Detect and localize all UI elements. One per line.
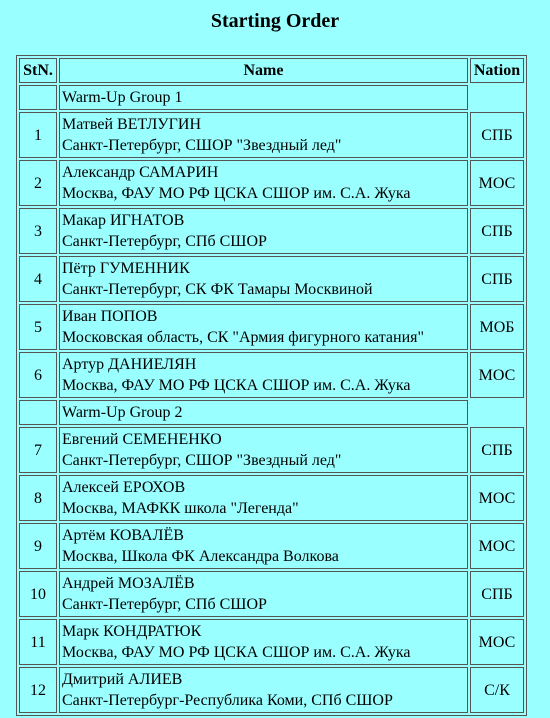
group-empty-cell [19, 85, 57, 110]
table-row [19, 352, 524, 398]
warmup-group-row [19, 85, 524, 110]
athlete-name: Матвей ВЕТЛУГИН [62, 116, 201, 133]
athlete-nation: СПБ [470, 112, 524, 158]
page-title: Starting Order [210, 10, 340, 32]
athlete-club: Московская область, СК "Армия фигурного катания" [62, 329, 425, 346]
athlete-club: Санкт-Петербург, СПб СШОР [62, 233, 267, 250]
athlete-cell [59, 667, 468, 713]
athlete-name: Макар ИГНАТОВ [62, 212, 185, 229]
athlete-cell [59, 475, 468, 521]
warmup-group-label: Warm-Up Group 2 [59, 400, 468, 425]
start-number: 7 [19, 427, 57, 473]
athlete-club: Санкт-Петербург, СШОР "Звездный лед" [62, 137, 342, 154]
athlete-name: Александр САМАРИН [62, 164, 219, 181]
athlete-cell [59, 304, 468, 350]
header-name: Name [59, 58, 468, 83]
athlete-club: Москва, ФАУ МО РФ ЦСКА СШОР им. С.А. Жука [62, 644, 411, 661]
athlete-nation: МОС [470, 523, 524, 569]
athlete-name: Артём КОВАЛЁВ [62, 527, 184, 544]
warmup-group-label: Warm-Up Group 1 [59, 85, 468, 110]
athlete-name: Евгений СЕМЕНЕНКО [62, 431, 222, 448]
start-number: 4 [19, 256, 57, 302]
header-stn: StN. [19, 58, 57, 83]
table-row [19, 427, 524, 473]
athlete-nation: СПБ [470, 256, 524, 302]
athlete-club: Москва, ФАУ МО РФ ЦСКА СШОР им. С.А. Жука [62, 185, 411, 202]
athlete-club: Санкт-Петербург, СШОР "Звездный лед" [62, 452, 342, 469]
start-number: 2 [19, 160, 57, 206]
athlete-club: Москва, ФАУ МО РФ ЦСКА СШОР им. С.А. Жука [62, 377, 411, 394]
athlete-nation: МОС [470, 619, 524, 665]
athlete-club: Москва, МАФКК школа "Легенда" [62, 500, 299, 517]
athlete-cell [59, 256, 468, 302]
table-row [19, 208, 524, 254]
start-number: 3 [19, 208, 57, 254]
start-number: 10 [19, 571, 57, 617]
athlete-cell [59, 352, 468, 398]
athlete-nation: СПБ [470, 208, 524, 254]
athlete-name: Андрей МОЗАЛЁВ [62, 575, 195, 592]
start-number: 9 [19, 523, 57, 569]
header-nation: Nation [470, 58, 524, 83]
athlete-nation: МОС [470, 475, 524, 521]
athlete-name: Иван ПОПОВ [62, 308, 158, 325]
athlete-nation: С/К [470, 667, 524, 713]
athlete-cell [59, 523, 468, 569]
athlete-name: Марк КОНДРАТЮК [62, 623, 202, 640]
athlete-club: Санкт-Петербург, СПб СШОР [62, 596, 267, 613]
start-number: 11 [19, 619, 57, 665]
athlete-club: Санкт-Петербург-Республика Коми, СПб СШОР [62, 692, 393, 709]
athlete-name: Алексей ЕРОХОВ [62, 479, 186, 496]
athlete-nation: МОС [470, 352, 524, 398]
starting-order-table [16, 55, 527, 716]
table-row [19, 256, 524, 302]
group-empty-nation-cell [470, 85, 524, 110]
athlete-name: Артур ДАНИЕЛЯН [62, 356, 197, 373]
table-row [19, 160, 524, 206]
table-row [19, 619, 524, 665]
header-row [19, 58, 524, 83]
group-empty-cell [19, 400, 57, 425]
athlete-name: Пётр ГУМЕННИК [62, 260, 190, 277]
table-row [19, 571, 524, 617]
table-row [19, 475, 524, 521]
start-number: 1 [19, 112, 57, 158]
athlete-nation: МОС [470, 160, 524, 206]
athlete-nation: СПБ [470, 571, 524, 617]
athlete-nation: СПБ [470, 427, 524, 473]
table-row [19, 304, 524, 350]
athlete-nation: МОБ [470, 304, 524, 350]
athlete-cell [59, 427, 468, 473]
athlete-cell [59, 160, 468, 206]
athlete-club: Москва, Школа ФК Александра Волкова [62, 548, 339, 565]
athlete-cell [59, 619, 468, 665]
table-body [19, 85, 524, 713]
group-empty-nation-cell [470, 400, 524, 425]
athlete-name: Дмитрий АЛИЕВ [62, 671, 183, 688]
athlete-club: Санкт-Петербург, СК ФК Тамары Москвиной [62, 281, 373, 298]
start-number: 6 [19, 352, 57, 398]
start-number: 8 [19, 475, 57, 521]
start-number: 5 [19, 304, 57, 350]
athlete-cell [59, 112, 468, 158]
table-row [19, 112, 524, 158]
start-number: 12 [19, 667, 57, 713]
athlete-cell [59, 208, 468, 254]
athlete-cell [59, 571, 468, 617]
table-row [19, 523, 524, 569]
warmup-group-row [19, 400, 524, 425]
table-row [19, 667, 524, 713]
